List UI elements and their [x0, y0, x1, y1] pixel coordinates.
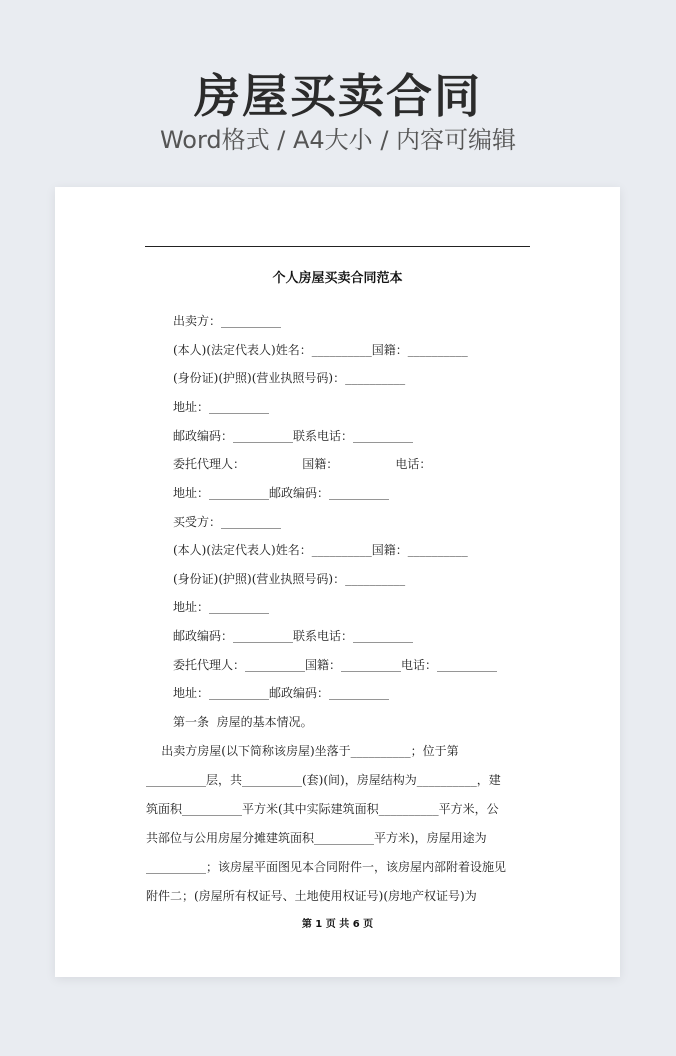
buyer-agent-line: 委托代理人：__________国籍：__________电话：__________: [173, 658, 498, 672]
article-one-paragraph-line: 筑面积__________平方米(其中实际建筑面积__________平方米，公: [146, 802, 499, 816]
seller-id-line: (身份证)(护照)(营业执照号码)：__________: [173, 371, 406, 385]
article-one-paragraph-line: 共部位与公用房屋分摊建筑面积__________平方米)，房屋用途为: [146, 831, 487, 845]
buyer-id-line: (身份证)(护照)(营业执照号码)：__________: [173, 572, 406, 586]
article-one-paragraph-line: __________；该房屋平面图见本合同附件一，该房屋内部附着设施见: [146, 860, 507, 874]
banner-subtitle: Word格式 / A4大小 / 内容可编辑: [159, 126, 517, 154]
banner-title: 房屋买卖合同: [194, 69, 482, 123]
buyer-address-line: 地址：__________: [173, 600, 270, 614]
article-one-paragraph-line: 附件二；(房屋所有权证号、土地使用权证号)(房地产权证号)为: [146, 889, 477, 903]
article-one-paragraph-line: __________层，共__________(套)(间)，房屋结构为__________，建: [146, 773, 501, 787]
seller-address-line: 地址：__________: [173, 400, 270, 414]
seller-name-line: (本人)(法定代表人)姓名：__________国籍：__________: [173, 343, 468, 357]
seller-contact-line: 邮政编码：__________联系电话：__________: [173, 429, 414, 443]
article-one-heading: 第一条 房屋的基本情况。: [173, 715, 313, 729]
seller-agent-address-line: 地址：__________邮政编码：__________: [173, 486, 390, 500]
buyer-line: 买受方：__________: [173, 515, 282, 529]
page-footer: 第 1 页 共 6 页: [301, 919, 374, 930]
document-page: [55, 187, 620, 977]
seller-agent-line: 委托代理人： 国籍： 电话：: [173, 457, 432, 471]
seller-line: 出卖方：__________: [173, 314, 282, 328]
buyer-agent-address-line: 地址：__________邮政编码：__________: [173, 686, 390, 700]
document-title: 个人房屋买卖合同范本: [272, 271, 403, 286]
buyer-name-line: (本人)(法定代表人)姓名：__________国籍：__________: [173, 543, 468, 557]
buyer-contact-line: 邮政编码：__________联系电话：__________: [173, 629, 414, 643]
header-rule: [145, 246, 530, 247]
article-one-paragraph-line: 出卖方房屋(以下简称该房屋)坐落于__________；位于第: [146, 744, 459, 758]
